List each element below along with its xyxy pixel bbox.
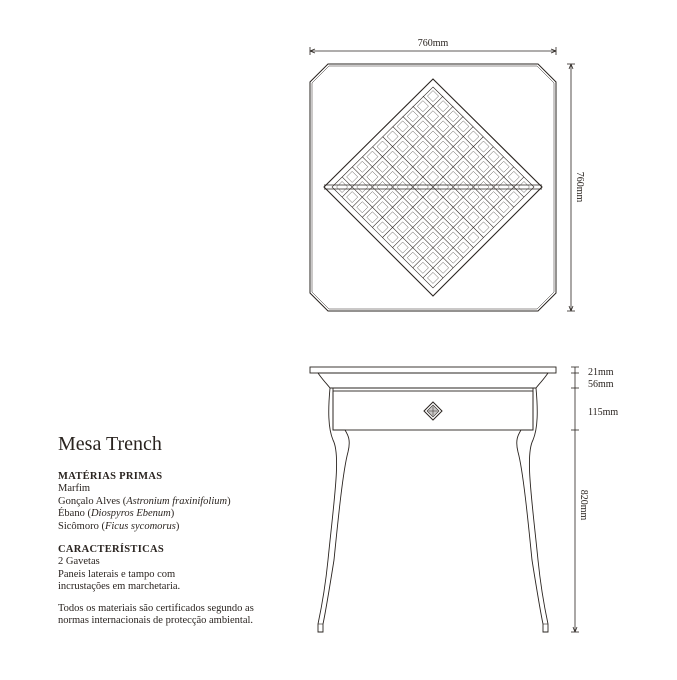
- dim-apron: 56mm: [588, 379, 614, 390]
- lattice-cell: [427, 131, 438, 142]
- dim-top-depth: 760mm: [574, 171, 585, 203]
- lattice-cell: [407, 252, 418, 263]
- lattice-cell: [387, 151, 398, 162]
- lattice-cell: [468, 212, 479, 223]
- lattice-cell: [438, 161, 449, 172]
- lattice-cell: [458, 141, 469, 152]
- lattice-cell: [397, 121, 408, 132]
- lattice-cell: [478, 161, 489, 172]
- lattice-cell: [397, 242, 408, 253]
- lattice-cell: [448, 252, 459, 263]
- lattice-cell: [417, 181, 428, 192]
- lattice-cell: [417, 161, 428, 172]
- material-item: Gonçalo Alves (Astronium fraxinifolium): [58, 495, 231, 507]
- lattice-cell: [417, 121, 428, 132]
- material-name: Marfim: [58, 483, 91, 494]
- lattice-cell: [387, 192, 398, 203]
- lattice-cell: [417, 202, 428, 213]
- dim-drawer: 115mm: [588, 407, 619, 418]
- lattice-cell: [458, 242, 469, 253]
- lattice-cell: [508, 171, 519, 182]
- lattice-cell: [458, 161, 469, 172]
- lattice-cell: [407, 111, 418, 122]
- lattice-cell: [357, 181, 368, 192]
- lattice-cell: [468, 131, 479, 142]
- features-heading: CARACTERÍSTICAS: [58, 544, 165, 555]
- lattice-cell: [468, 151, 479, 162]
- material-item: [58, 483, 318, 496]
- marquetry-lattice: [324, 79, 542, 296]
- material-scientific-name: Ficus sycomorus: [104, 520, 176, 532]
- lattice-cell: [438, 262, 449, 273]
- lattice-cell: [518, 181, 529, 192]
- lattice-cell: [438, 141, 449, 152]
- lattice-cell: [448, 212, 459, 223]
- lattice-cell: [427, 111, 438, 122]
- lattice-cell: [417, 222, 428, 233]
- lattice-cell: [387, 131, 398, 142]
- lattice-cell: [427, 272, 438, 283]
- lattice-cell: [377, 141, 388, 152]
- lattice-cell: [448, 171, 459, 182]
- lattice-cell: [367, 192, 378, 203]
- lattice-cell: [397, 222, 408, 233]
- lattice-cell: [498, 161, 509, 172]
- lattice-cell: [427, 212, 438, 223]
- lattice-cell: [468, 232, 479, 243]
- lattice-cell: [347, 171, 358, 182]
- lattice-cell: [407, 171, 418, 182]
- material-scientific-name: Astronium fraxinifolium: [126, 495, 228, 507]
- lattice-cell: [397, 141, 408, 152]
- lattice-cell: [498, 181, 509, 192]
- lattice-cell: [357, 161, 368, 172]
- lattice-cell: [407, 192, 418, 203]
- lattice-cell: [478, 222, 489, 233]
- lattice-cell: [468, 192, 479, 203]
- lattice-cell: [387, 171, 398, 182]
- front-top-slab: [310, 367, 556, 373]
- lattice-cell: [337, 181, 348, 192]
- lattice-cell: [488, 192, 499, 203]
- dim-height: 820mm: [578, 489, 589, 521]
- lattice-cell: [438, 202, 449, 213]
- lattice-cell: [397, 161, 408, 172]
- lattice-cell: [387, 232, 398, 243]
- lattice-cell: [438, 242, 449, 253]
- drawer-pull-icon: [424, 402, 442, 420]
- lattice-cell: [478, 181, 489, 192]
- lattice-cell: [448, 111, 459, 122]
- lattice-cell: [478, 141, 489, 152]
- lattice-cell: [377, 202, 388, 213]
- front-left-leg: [318, 388, 349, 632]
- lattice-cell: [377, 181, 388, 192]
- lattice-cell: [347, 192, 358, 203]
- material-item: Ébano (Diospyros Ebenum): [58, 508, 175, 519]
- material-name: Ébano: [58, 508, 85, 519]
- lattice-cell: [427, 171, 438, 182]
- front-right-leg: [517, 388, 548, 632]
- lattice-cell: [377, 161, 388, 172]
- lattice-cell: [407, 212, 418, 223]
- material-name: Sicômoro: [58, 520, 99, 532]
- front-apron: [318, 373, 548, 388]
- lattice-cell: [478, 202, 489, 213]
- lattice-cell: [377, 222, 388, 233]
- feature-panels-line-1: Paneis laterais e tampo com: [58, 568, 176, 580]
- lattice-cell: [468, 171, 479, 182]
- material-name: Gonçalo Alves: [58, 495, 121, 507]
- lattice-cell: [458, 121, 469, 132]
- lattice-cell: [427, 192, 438, 203]
- lattice-cell: [448, 131, 459, 142]
- lattice-cell: [458, 181, 469, 192]
- dim-top-width: 760mm: [417, 38, 449, 49]
- lattice-cell: [407, 151, 418, 162]
- top-depth-dimension: [567, 64, 575, 311]
- lattice-cell: [488, 212, 499, 223]
- lattice-cell: [448, 151, 459, 162]
- height-dimensions: [571, 367, 579, 632]
- lattice-cell: [417, 141, 428, 152]
- lattice-cell: [427, 91, 438, 102]
- lattice-cell: [367, 171, 378, 182]
- dim-top-thickness: 21mm: [588, 367, 614, 378]
- certification-line-2: normas internacionais de protecção ambiental.: [58, 615, 254, 626]
- specification-panel: [58, 432, 318, 628]
- certification-line-1: Todos os materiais são certificados segundo as: [58, 602, 254, 614]
- lattice-cell: [417, 242, 428, 253]
- lattice-cell: [407, 232, 418, 243]
- materials-heading: MATÉRIAS PRIMAS: [58, 471, 163, 482]
- lattice-cell: [367, 151, 378, 162]
- product-title: Mesa Trench: [58, 433, 162, 455]
- lattice-cell: [397, 202, 408, 213]
- lattice-cell: [508, 192, 519, 203]
- lattice-cell: [488, 171, 499, 182]
- lattice-cell: [458, 202, 469, 213]
- lattice-cell: [448, 232, 459, 243]
- lattice-cell: [387, 212, 398, 223]
- lattice-cell: [417, 262, 428, 273]
- lattice-cell: [498, 202, 509, 213]
- lattice-cell: [397, 181, 408, 192]
- material-scientific-name: Diospyros Ebenum: [90, 508, 171, 519]
- feature-drawers: 2 Gavetas: [58, 556, 100, 567]
- lattice-cell: [438, 121, 449, 132]
- lattice-cell: [427, 252, 438, 263]
- feature-panels-line-2: incrustações em marchetaria.: [58, 581, 181, 592]
- lattice-cell: [427, 232, 438, 243]
- lattice-cell: [427, 151, 438, 162]
- lattice-cell: [357, 202, 368, 213]
- lattice-cell: [438, 181, 449, 192]
- lattice-cell: [367, 212, 378, 223]
- lattice-cell: [438, 101, 449, 112]
- material-item: Sicômoro (Ficus sycomorus): [58, 520, 180, 532]
- top-view: [310, 47, 575, 311]
- lattice-cell: [458, 222, 469, 233]
- lattice-cell: [438, 222, 449, 233]
- lattice-cell: [417, 101, 428, 112]
- lattice-cell: [488, 151, 499, 162]
- lattice-cell: [448, 192, 459, 203]
- front-view: [310, 367, 556, 632]
- lattice-cell: [407, 131, 418, 142]
